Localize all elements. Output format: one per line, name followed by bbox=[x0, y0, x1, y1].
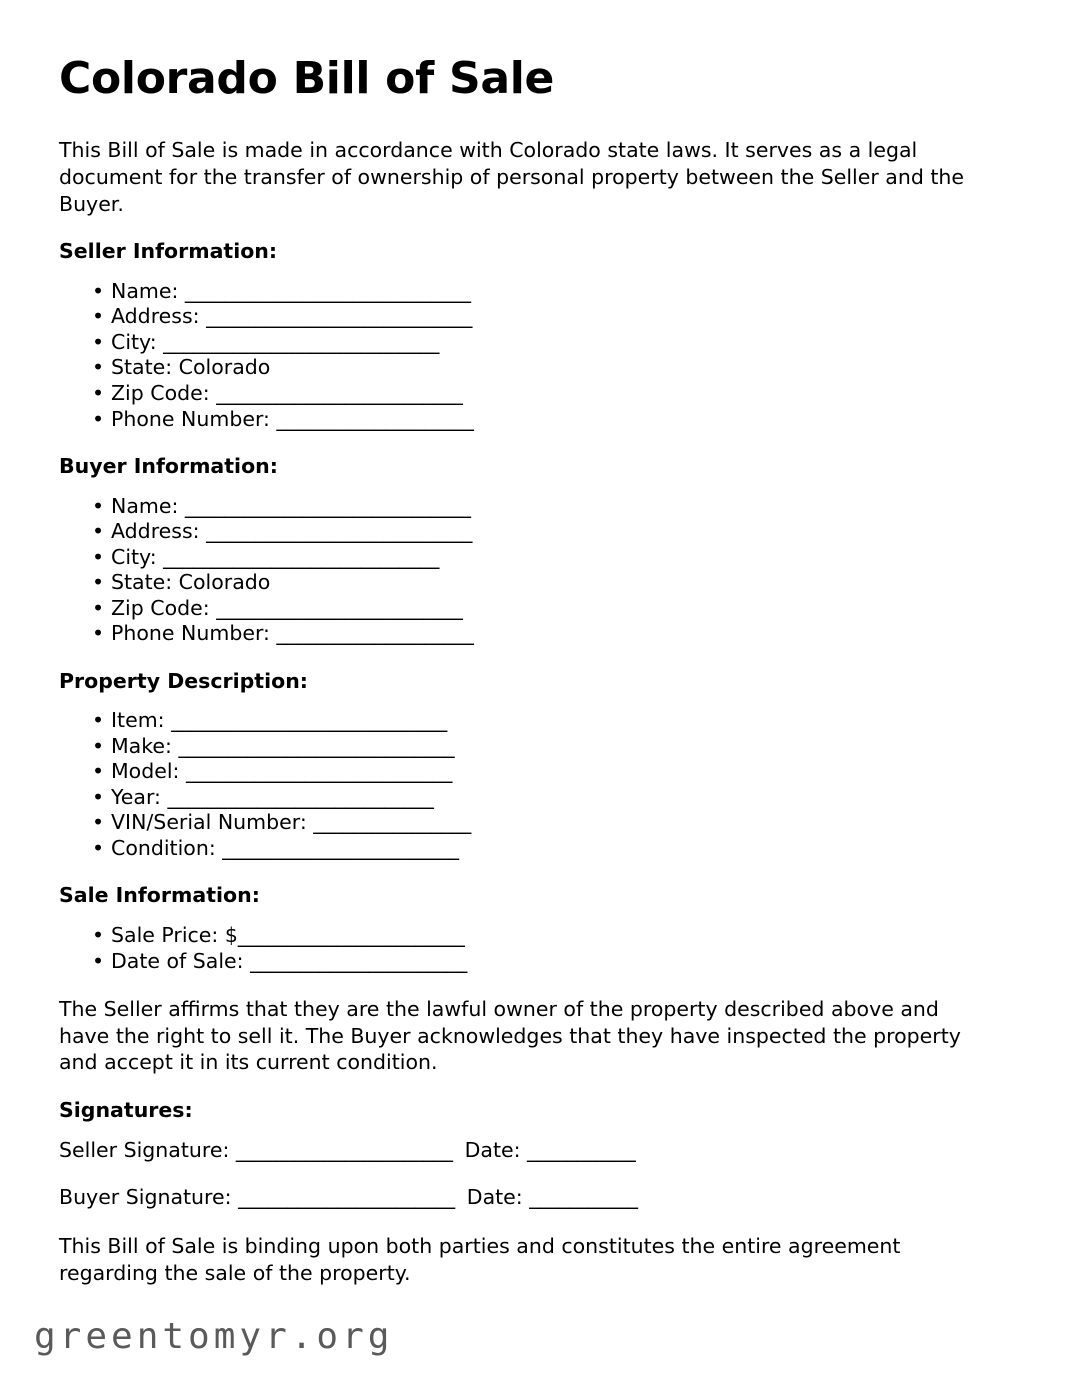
field-label: VIN/Serial Number: bbox=[111, 810, 314, 835]
field-blank[interactable]: _______________________ bbox=[237, 923, 465, 948]
field-label: State: Colorado bbox=[111, 570, 271, 595]
field-blank[interactable]: _____________________________ bbox=[184, 493, 471, 518]
list-item bbox=[59, 949, 991, 975]
buyer-information-fields bbox=[59, 494, 991, 647]
field-label: Sale Price: $ bbox=[111, 923, 238, 948]
field-blank[interactable]: _________________________ bbox=[216, 595, 463, 620]
intro-paragraph: This Bill of Sale is made in accordance with Colorado state laws. It serves as a legal document for the transfer of ownership of personal property between the Seller and the Buyer. bbox=[59, 138, 965, 216]
field-blank[interactable]: ___________________________ bbox=[185, 759, 452, 784]
field-blank[interactable]: _________________________ bbox=[216, 381, 463, 405]
field-label: Year: bbox=[111, 784, 168, 809]
field-label: Zip Code: bbox=[111, 595, 217, 620]
buyer-signature-blank[interactable]: ______________________ bbox=[238, 1185, 455, 1210]
seller-signature-label: Seller Signature: bbox=[59, 1137, 236, 1162]
seller-information-heading: Seller Information: bbox=[59, 239, 278, 264]
seller-date-blank[interactable]: ___________ bbox=[527, 1137, 636, 1162]
field-label: Make: bbox=[111, 733, 179, 758]
sale-information-fields bbox=[59, 923, 991, 974]
field-blank[interactable]: ______________________ bbox=[250, 948, 467, 973]
field-label: Address: bbox=[111, 304, 207, 329]
field-label: Phone Number: bbox=[111, 621, 277, 646]
seller-signature-blank[interactable]: ______________________ bbox=[235, 1137, 453, 1162]
field-blank[interactable]: ____________________ bbox=[276, 621, 474, 646]
list-item bbox=[59, 621, 991, 647]
list-item bbox=[59, 785, 991, 811]
sale-information-heading: Sale Information: bbox=[59, 883, 260, 908]
field-blank[interactable]: ____________________ bbox=[276, 406, 474, 431]
list-item bbox=[59, 494, 991, 520]
list-item bbox=[59, 304, 991, 330]
field-label: Phone Number: bbox=[111, 406, 277, 431]
field-blank[interactable]: ________________ bbox=[313, 810, 471, 835]
seller-date-label: Date: bbox=[464, 1137, 528, 1162]
seller-information-fields bbox=[59, 279, 991, 432]
list-item bbox=[59, 355, 991, 381]
field-label: Item: bbox=[111, 708, 172, 733]
signatures-heading: Signatures: bbox=[59, 1098, 193, 1123]
field-label: City: bbox=[111, 544, 164, 569]
field-blank[interactable]: _____________________________ bbox=[184, 278, 471, 303]
list-item bbox=[59, 596, 991, 622]
property-description-heading: Property Description: bbox=[59, 668, 308, 693]
field-label: Condition: bbox=[111, 835, 223, 860]
list-item bbox=[59, 759, 991, 785]
list-item bbox=[59, 708, 991, 734]
field-label: City: bbox=[111, 329, 164, 354]
list-item bbox=[59, 330, 991, 356]
buyer-date-blank[interactable]: ___________ bbox=[529, 1185, 638, 1210]
field-label: Name: bbox=[111, 278, 185, 303]
closing-paragraph: This Bill of Sale is binding upon both parties and constitutes the entire agreement regarding the sale of the property. bbox=[59, 1233, 901, 1285]
list-item bbox=[59, 810, 991, 836]
list-item bbox=[59, 407, 991, 433]
field-label: Model: bbox=[111, 759, 186, 784]
page-title: Colorado Bill of Sale bbox=[59, 53, 555, 104]
field-label: Date of Sale: bbox=[111, 948, 251, 973]
list-item bbox=[59, 381, 991, 407]
field-label: State: Colorado bbox=[111, 355, 271, 380]
buyer-signature-label: Buyer Signature: bbox=[59, 1185, 239, 1210]
document-body bbox=[59, 55, 991, 1308]
field-label: Name: bbox=[111, 493, 185, 518]
list-item bbox=[59, 545, 991, 571]
field-blank[interactable]: ____________________________ bbox=[171, 708, 447, 733]
list-item bbox=[59, 836, 991, 862]
field-blank[interactable]: ________________________ bbox=[222, 835, 459, 860]
site-watermark: greentomyr.org bbox=[34, 1316, 394, 1357]
field-label: Address: bbox=[111, 519, 207, 544]
property-description-fields bbox=[59, 708, 991, 861]
list-item bbox=[59, 519, 991, 545]
seller-signature-row bbox=[59, 1138, 991, 1164]
buyer-information-heading: Buyer Information: bbox=[59, 454, 278, 479]
field-blank[interactable]: ___________________________ bbox=[206, 519, 473, 544]
list-item bbox=[59, 923, 991, 949]
field-blank[interactable]: ____________________________ bbox=[178, 733, 455, 758]
field-blank[interactable]: ___________________________ bbox=[206, 304, 473, 329]
list-item bbox=[59, 734, 991, 760]
affirmation-paragraph: The Seller affirms that they are the lawful owner of the property described above and have the right to sell it. The Buyer acknowledges that they have inspected the property and accept it in its current condition. bbox=[59, 997, 961, 1075]
buyer-date-label: Date: bbox=[466, 1185, 530, 1210]
field-label: Zip Code: bbox=[111, 381, 217, 405]
field-blank[interactable]: ____________________________ bbox=[163, 544, 439, 569]
field-blank[interactable]: ____________________________ bbox=[163, 329, 439, 354]
list-item bbox=[59, 279, 991, 305]
field-blank[interactable]: ___________________________ bbox=[167, 784, 434, 809]
buyer-signature-row bbox=[59, 1185, 991, 1211]
list-item bbox=[59, 570, 991, 596]
